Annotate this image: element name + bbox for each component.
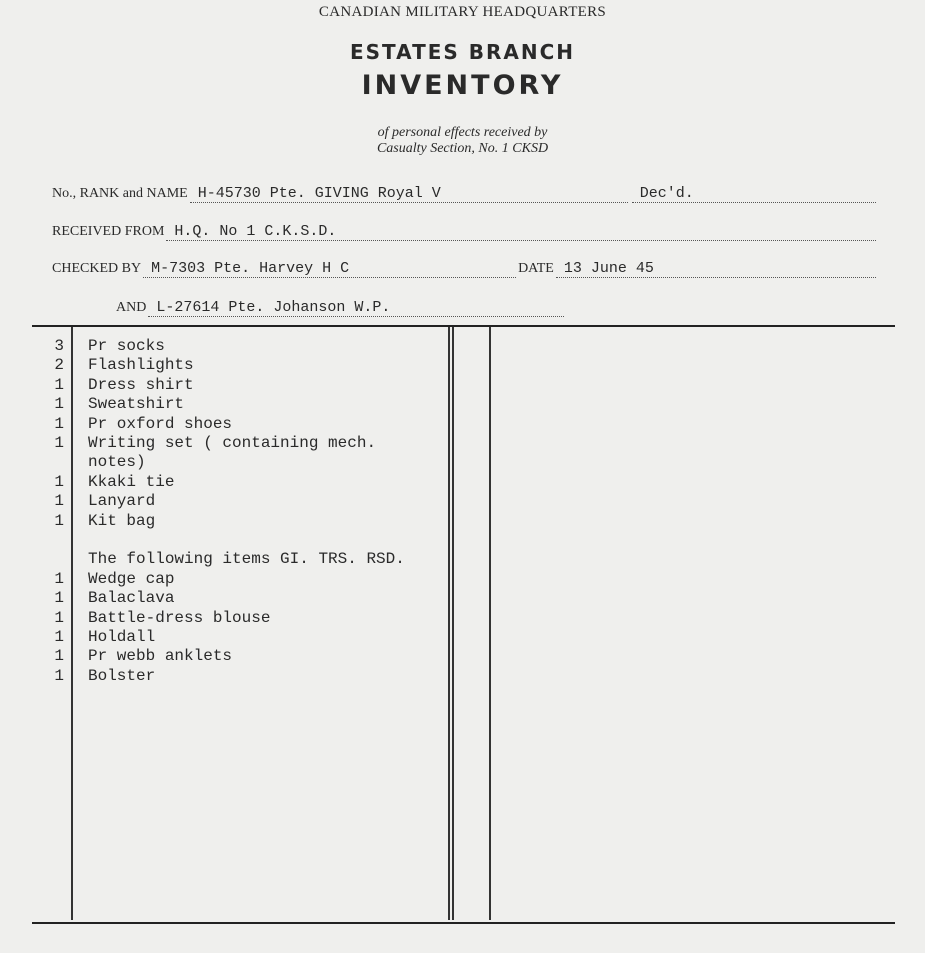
item-desc: Dress shirt — [88, 375, 194, 394]
list-item — [50, 570, 470, 589]
item-desc: Writing set ( containing mech. — [88, 434, 377, 453]
item-qty: 1 — [54, 395, 64, 414]
item-qty: 1 — [54, 569, 64, 588]
list-item — [50, 337, 470, 356]
item-qty: 1 — [54, 666, 64, 685]
item-qty: 1 — [54, 492, 64, 511]
list-item — [50, 609, 470, 628]
checked-value[interactable]: M-7303 Pte. Harvey H C — [143, 261, 516, 278]
item-qty: 1 — [54, 434, 64, 453]
item-desc: Balaclava — [88, 589, 175, 608]
status-value[interactable]: Dec'd. — [632, 186, 876, 203]
table-top-rule — [32, 325, 895, 327]
subtitle-line-2: Casualty Section, No. 1 CKSD — [376, 141, 549, 156]
checked-field — [52, 261, 878, 278]
item-qty: 1 — [54, 647, 64, 666]
and-field — [116, 300, 566, 317]
item-qty — [50, 550, 64, 569]
value-column-divider — [489, 327, 491, 920]
date-label: DATE — [518, 261, 554, 276]
item-desc: Bolster — [88, 666, 156, 685]
subtitle — [0, 125, 925, 157]
item-qty: 1 — [54, 472, 64, 491]
item-qty — [50, 453, 64, 472]
received-field — [52, 224, 878, 241]
item-qty: 1 — [54, 511, 64, 530]
org-heading: CANADIAN MILITARY HEADQUARTERS — [318, 4, 607, 20]
item-qty: 1 — [54, 589, 64, 608]
item-qty — [50, 531, 64, 550]
subtitle-line-1: of personal effects received by — [377, 125, 548, 140]
name-label: No., RANK and NAME — [52, 186, 188, 201]
item-qty: 3 — [54, 337, 64, 355]
item-desc: The following items GI. TRS. RSD. — [88, 550, 405, 569]
list-item — [50, 395, 470, 414]
and-value[interactable]: L-27614 Pte. Johanson W.P. — [148, 300, 564, 317]
item-desc: Wedge cap — [88, 569, 175, 588]
and-label: AND — [116, 300, 147, 315]
item-desc: Battle-dress blouse — [88, 608, 271, 627]
list-item — [50, 550, 470, 569]
list-item — [50, 356, 470, 375]
list-item — [50, 453, 470, 472]
list-item — [50, 434, 470, 453]
list-item — [50, 628, 470, 647]
list-item — [50, 647, 470, 666]
item-desc: Holdall — [88, 628, 156, 647]
item-qty: 1 — [54, 414, 64, 433]
received-label: RECEIVED FROM — [52, 224, 165, 239]
list-item — [50, 531, 470, 550]
list-item — [50, 512, 470, 531]
item-desc: Pr socks — [88, 337, 165, 355]
list-item — [50, 492, 470, 511]
list-item — [50, 589, 470, 608]
name-field — [52, 186, 878, 203]
item-desc: Lanyard — [88, 492, 156, 511]
list-item — [50, 473, 470, 492]
date-value[interactable]: 13 June 45 — [556, 261, 876, 278]
list-item — [50, 667, 470, 686]
name-value[interactable]: H-45730 Pte. GIVING Royal V — [190, 186, 628, 203]
item-qty: 1 — [54, 628, 64, 647]
item-desc: Sweatshirt — [88, 395, 185, 414]
branch-heading: ESTATES BRANCH — [349, 40, 576, 64]
items-list — [50, 337, 470, 686]
item-desc: Kit bag — [88, 511, 156, 530]
item-desc: notes) — [88, 453, 146, 472]
item-desc: Pr oxford shoes — [88, 414, 233, 433]
item-desc: Flashlights — [88, 356, 194, 375]
checked-label: CHECKED BY — [52, 261, 142, 276]
item-qty: 2 — [54, 356, 64, 375]
item-desc: Pr webb anklets — [88, 647, 233, 666]
list-item — [50, 415, 470, 434]
page-title: INVENTORY — [361, 70, 564, 101]
item-desc: Kkaki tie — [88, 472, 175, 491]
received-value[interactable]: H.Q. No 1 C.K.S.D. — [166, 224, 876, 241]
table-bottom-rule — [32, 922, 895, 924]
item-qty: 1 — [54, 608, 64, 627]
item-qty: 1 — [54, 375, 64, 394]
list-item — [50, 376, 470, 395]
